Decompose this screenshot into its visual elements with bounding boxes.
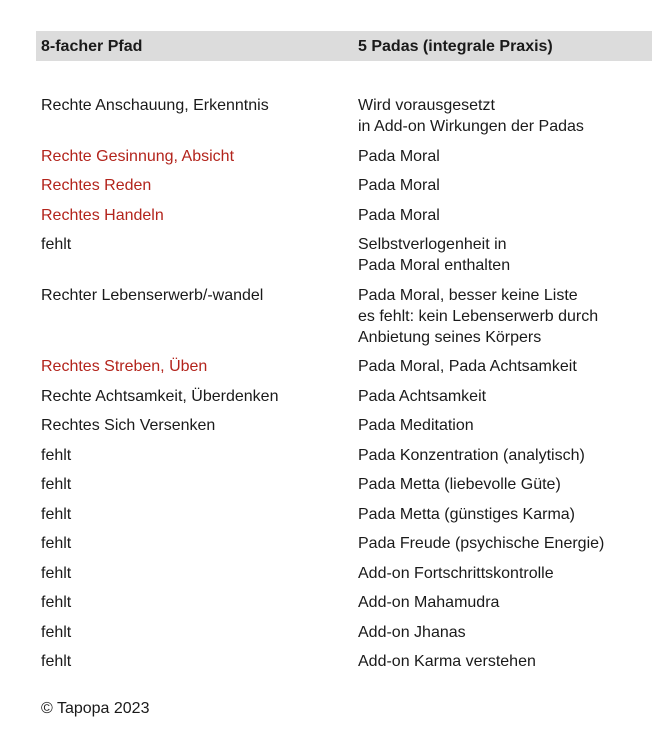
pada-mapping	[358, 563, 658, 584]
pada-mapping-line: Pada Moral, besser keine Liste	[358, 287, 578, 304]
pada-mapping	[358, 622, 658, 643]
pada-mapping	[358, 95, 658, 137]
pada-mapping-line: in Add-on Wirkungen der Padas	[358, 118, 584, 135]
path-step: fehlt	[41, 594, 72, 611]
pada-mapping	[358, 356, 658, 377]
pada-mapping-line: Anbietung seines Körpers	[358, 329, 542, 346]
pada-mapping-line: Add-on Karma verstehen	[358, 653, 536, 670]
pada-mapping	[358, 415, 658, 436]
pada-mapping-line: Pada Metta (liebevolle Güte)	[358, 476, 561, 493]
pada-mapping-line: Pada Freude (psychische Energie)	[358, 535, 605, 552]
path-step: fehlt	[41, 535, 72, 552]
pada-mapping	[358, 234, 658, 276]
pada-mapping-line: Pada Metta (günstiges Karma)	[358, 506, 575, 523]
pada-mapping-line: Selbstverlogenheit in	[358, 236, 507, 253]
header-col-8-fold-path: 8-facher Pfad	[41, 38, 143, 55]
path-step: Rechtes Streben, Üben	[41, 358, 208, 375]
pada-mapping-line: Pada Achtsamkeit	[358, 388, 487, 405]
pada-mapping	[358, 205, 658, 226]
path-step: fehlt	[41, 565, 72, 582]
pada-mapping-line: Pada Moral enthalten	[358, 257, 511, 274]
pada-mapping	[358, 651, 658, 672]
pada-mapping-line: es fehlt: kein Lebenserwerb durch	[358, 308, 599, 325]
pada-mapping-line: Pada Konzentration (analytisch)	[358, 447, 585, 464]
pada-mapping-line: Pada Moral	[358, 148, 440, 165]
path-step: Rechtes Sich Versenken	[41, 417, 216, 434]
path-step: Rechte Achtsamkeit, Überdenken	[41, 388, 279, 405]
pada-mapping	[358, 533, 658, 554]
copyright-notice: © Tapopa 2023	[41, 700, 150, 717]
path-step: Rechter Lebenserwerb/-wandel	[41, 287, 264, 304]
path-step: Rechte Anschauung, Erkenntnis	[41, 97, 269, 114]
pada-mapping-line: Pada Meditation	[358, 417, 474, 434]
path-step: Rechtes Handeln	[41, 207, 164, 224]
path-step: fehlt	[41, 447, 72, 464]
pada-mapping	[358, 285, 658, 348]
path-step: fehlt	[41, 624, 72, 641]
path-step: Rechte Gesinnung, Absicht	[41, 148, 235, 165]
pada-mapping-line: Add-on Jhanas	[358, 624, 466, 641]
path-step: Rechtes Reden	[41, 177, 152, 194]
pada-mapping	[358, 175, 658, 196]
pada-mapping-line: Pada Moral	[358, 207, 440, 224]
path-step: fehlt	[41, 653, 72, 670]
pada-mapping	[358, 504, 658, 525]
pada-mapping-line: Pada Moral, Pada Achtsamkeit	[358, 358, 577, 375]
pada-mapping-line: Add-on Mahamudra	[358, 594, 500, 611]
path-step: fehlt	[41, 506, 72, 523]
pada-mapping	[358, 146, 658, 167]
header-col-5-padas: 5 Padas (integrale Praxis)	[358, 38, 553, 55]
pada-mapping	[358, 386, 658, 407]
path-step: fehlt	[41, 476, 72, 493]
pada-mapping-line: Pada Moral	[358, 177, 440, 194]
pada-mapping-line: Add-on Fortschrittskontrolle	[358, 565, 554, 582]
pada-mapping	[358, 474, 658, 495]
pada-mapping-line: Wird vorausgesetzt	[358, 97, 495, 114]
table-header	[36, 31, 652, 61]
pada-mapping	[358, 445, 658, 466]
path-step: fehlt	[41, 236, 72, 253]
pada-mapping	[358, 592, 658, 613]
